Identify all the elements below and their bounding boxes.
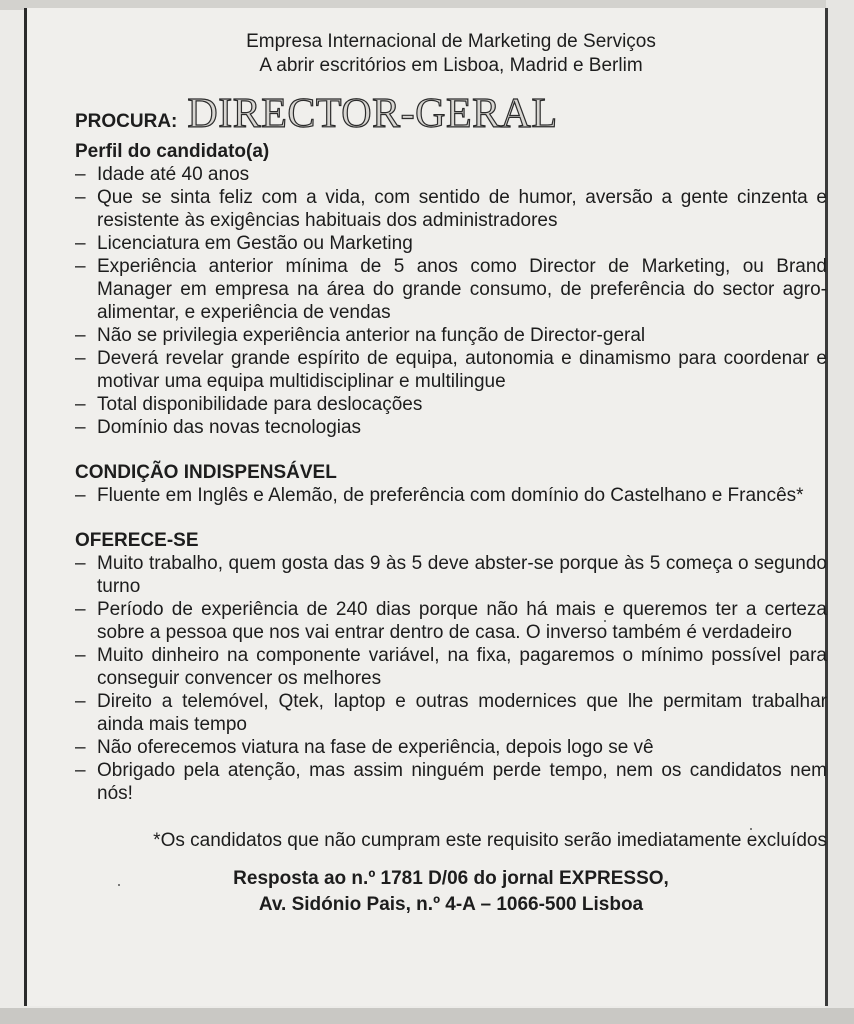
- list-item: – Licenciatura em Gestão ou Marketing: [75, 232, 827, 255]
- list-item: – Obrigado pela atenção, mas assim ninguém perde tempo, nem os candidatos nem nós!: [75, 759, 827, 805]
- perfil-list: [75, 163, 827, 439]
- page-bottom-edge: [0, 1008, 854, 1024]
- list-item: – Não oferecemos viatura na fase de experiência, depois logo se vê: [75, 736, 827, 759]
- reply-street-address: Av. Sidónio Pais, n.º 4-A – 1066-500 Lisboa: [258, 894, 644, 915]
- position-heading: [75, 90, 827, 137]
- condicao-section-title: CONDIÇÃO INDISPENSÁVEL: [75, 462, 337, 483]
- oferece-list: [75, 552, 827, 805]
- print-speck: [604, 620, 606, 622]
- procura-label: PROCURA:: [75, 111, 178, 132]
- list-item: – Direito a telemóvel, Qtek, laptop e outras modernices que lhe permitam trabalhar ainda mais tempo: [75, 690, 827, 736]
- company-description: Empresa Internacional de Marketing de Serviços: [246, 31, 656, 52]
- office-locations: A abrir escritórios em Lisboa, Madrid e Berlim: [259, 55, 643, 76]
- job-ad-box: [24, 8, 828, 1006]
- page-right-margin: [826, 0, 854, 1024]
- list-item: – Total disponibilidade para deslocações: [75, 393, 827, 416]
- reply-reference: Resposta ao n.º 1781 D/06 do jornal EXPRESSO,: [233, 868, 669, 889]
- list-item: – Deverá revelar grande espírito de equipa, autonomia e dinamismo para coordenar e motivar uma equipa multidisciplinar e multilingue: [75, 347, 827, 393]
- list-item: – Muito dinheiro na componente variável, na fixa, pagaremos o mínimo possível para conseguir convencer os melhores: [75, 644, 827, 690]
- list-item: – Domínio das novas tecnologias: [75, 416, 827, 439]
- perfil-section-title: Perfil do candidato(a): [75, 141, 270, 162]
- ad-header: [75, 30, 827, 78]
- position-title: DIRECTOR-GERAL: [187, 91, 558, 137]
- list-item: – Fluente em Inglês e Alemão, de preferência com domínio do Castelhano e Francês*: [75, 484, 827, 507]
- job-ad-content: [75, 8, 827, 918]
- oferece-section-title: OFERECE-SE: [75, 530, 199, 551]
- condicao-list: [75, 484, 827, 507]
- list-item: – Experiência anterior mínima de 5 anos como Director de Marketing, ou Brand Manager em empresa na área do grande consumo, de preferência do sector agro-alimentar, e experiência de vendas: [75, 255, 827, 324]
- footnote: *Os candidatos que não cumpram este requisito serão imediatamente excluídos: [153, 830, 827, 851]
- reply-address: [75, 866, 827, 918]
- print-speck: [750, 828, 752, 830]
- list-item: – Muito trabalho, quem gosta das 9 às 5 deve abster-se porque às 5 começa o segundo turno: [75, 552, 827, 598]
- list-item: – Período de experiência de 240 dias porque não há mais e queremos ter a certeza sobre a pessoa que nos vai entrar dentro de casa. O inverso também é verdadeiro: [75, 598, 827, 644]
- print-speck: [118, 884, 120, 886]
- list-item: – Que se sinta feliz com a vida, com sentido de humor, aversão a gente cinzenta e resistente às exigências habituais dos administradores: [75, 186, 827, 232]
- list-item: – Não se privilegia experiência anterior na função de Director-geral: [75, 324, 827, 347]
- list-item: – Idade até 40 anos: [75, 163, 827, 186]
